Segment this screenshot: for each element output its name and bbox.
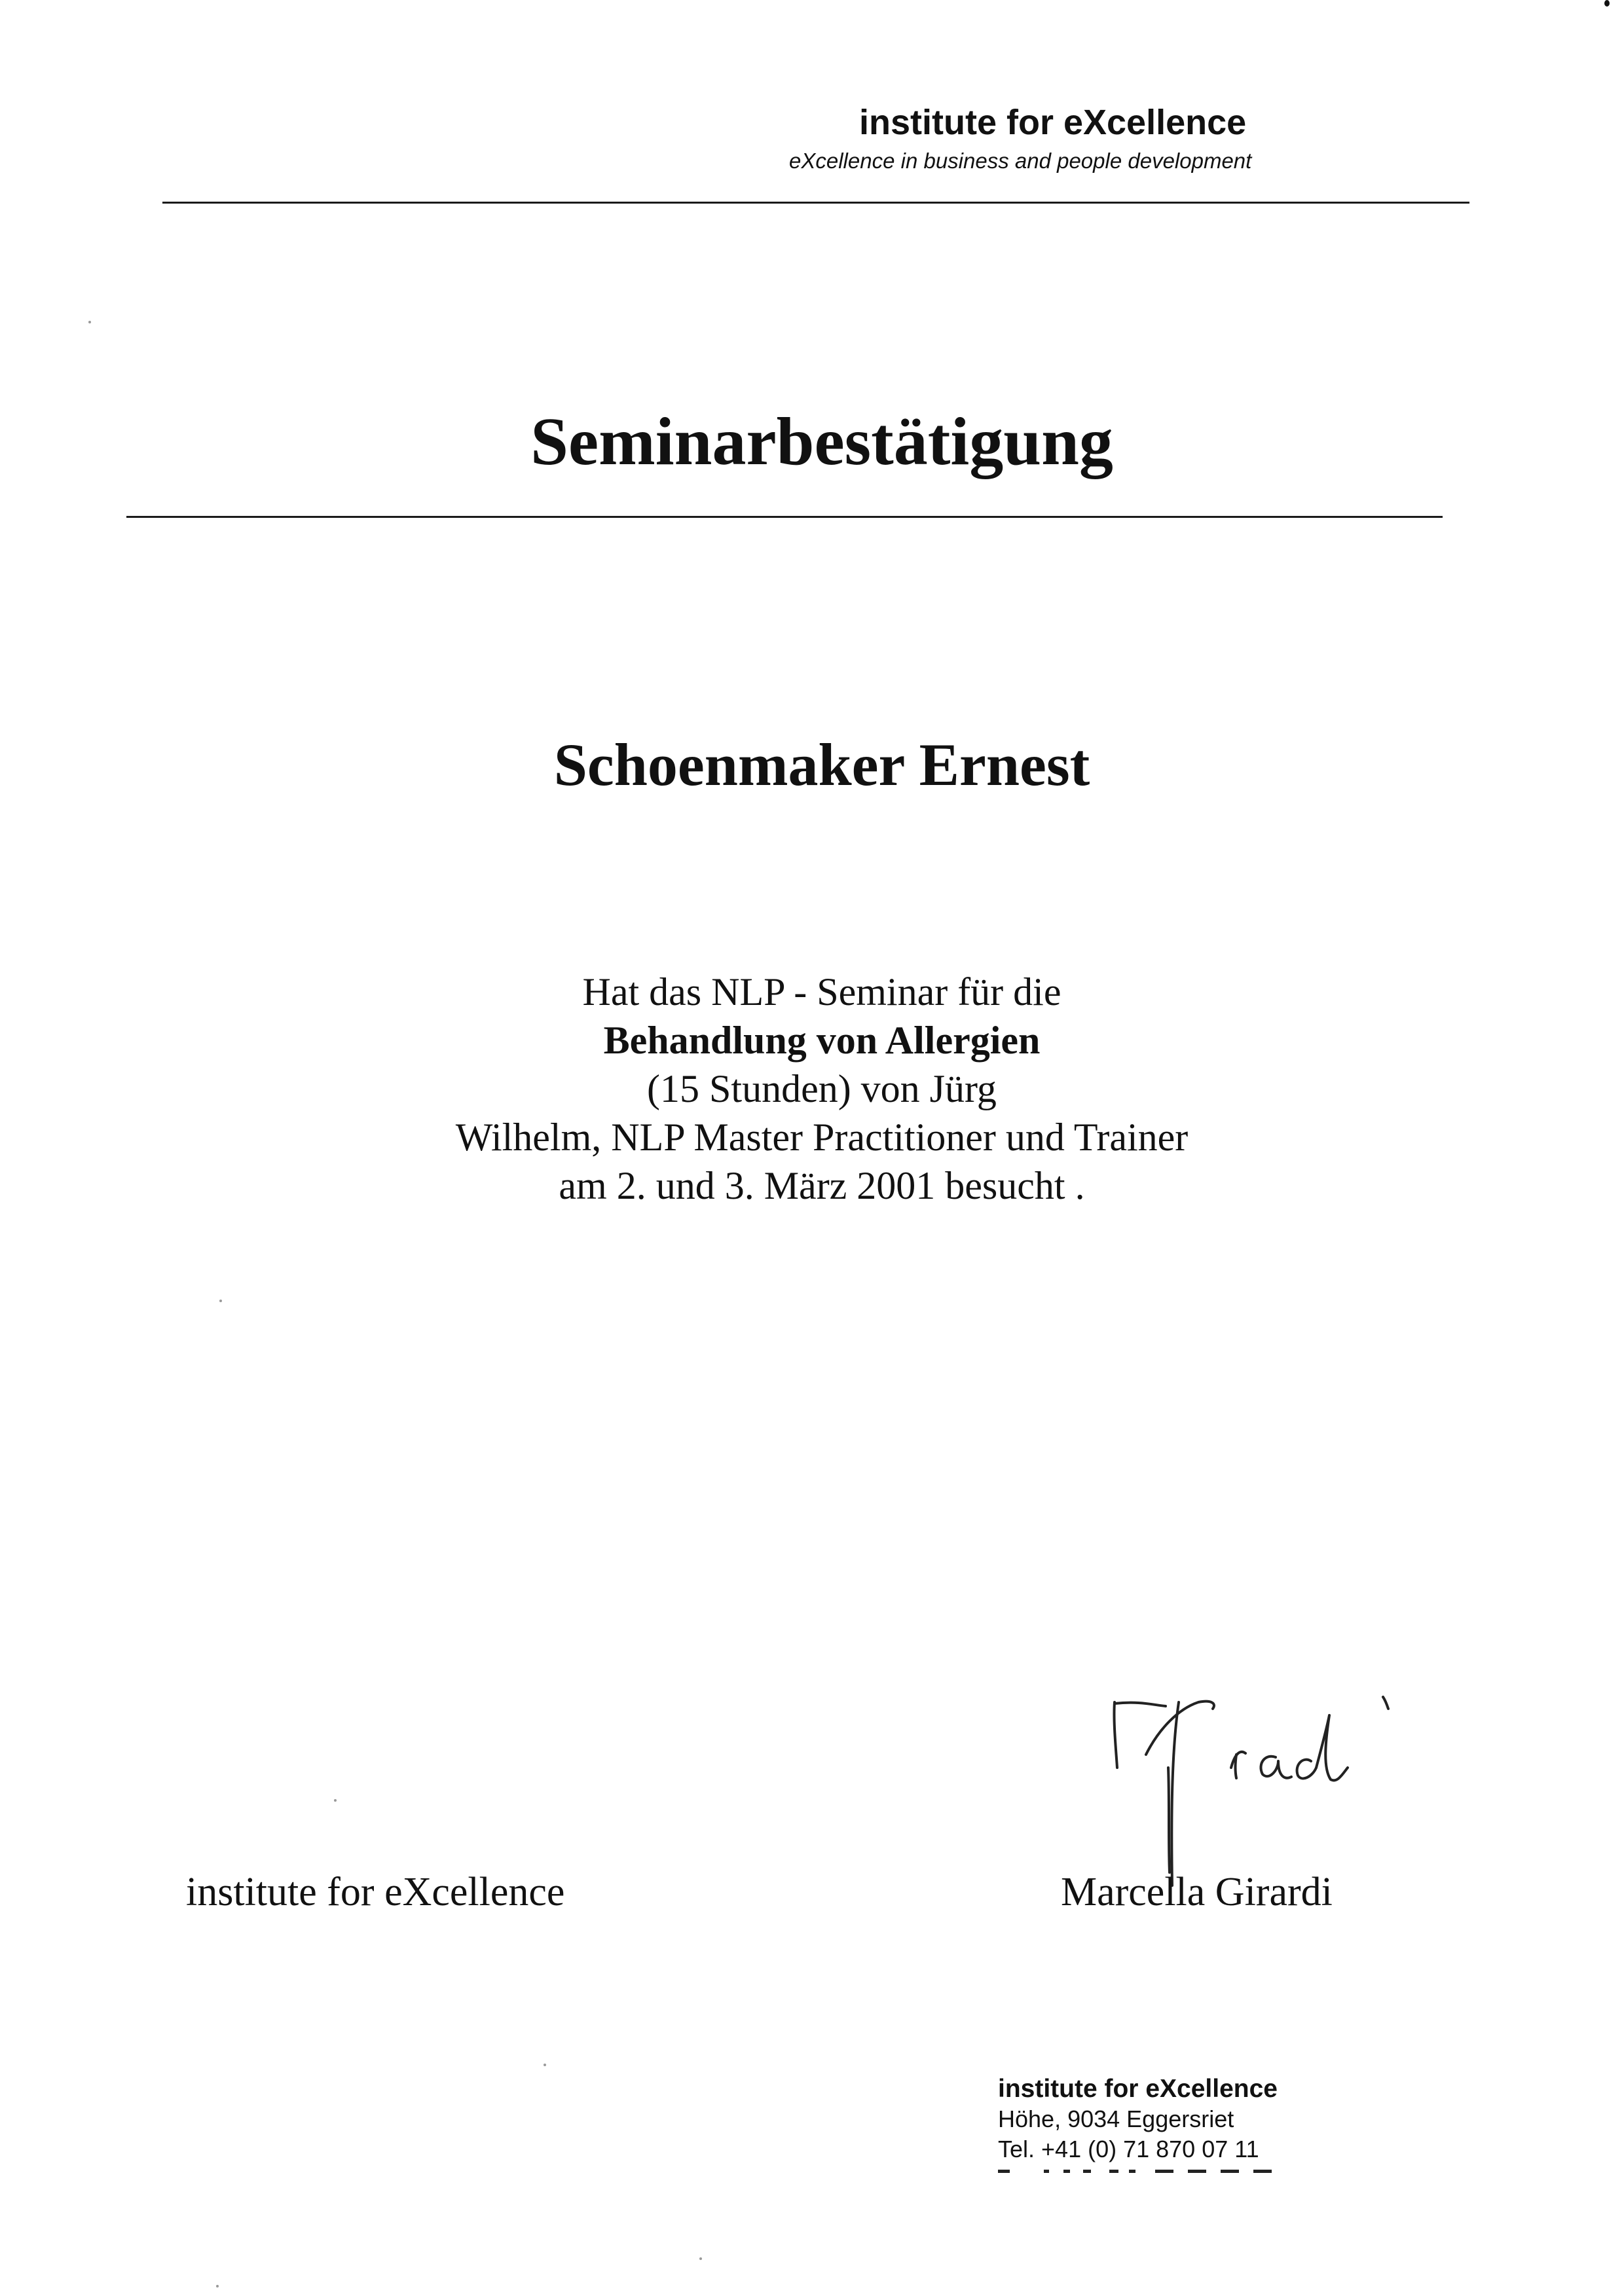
scan-speck xyxy=(699,2257,702,2260)
header-institute-name: institute for eXcellence xyxy=(859,103,1247,142)
scan-speck xyxy=(334,1799,337,1802)
scan-speck xyxy=(88,321,91,323)
scan-speck xyxy=(219,1300,222,1302)
scan-speck xyxy=(544,2064,546,2066)
body-line: am 2. und 3. März 2001 besucht . xyxy=(559,1164,1085,1207)
address-phone: Tel. +41 (0) 71 870 07 11 xyxy=(998,2136,1259,2162)
body-line: (15 Stunden) von Jürg xyxy=(647,1067,997,1110)
header-divider xyxy=(162,202,1469,204)
address-cutoff-line xyxy=(998,2168,1286,2178)
address-institute-name: institute for eXcellence xyxy=(998,2075,1278,2103)
address-block xyxy=(998,2074,1456,2164)
body-line: Hat das NLP - Seminar für die xyxy=(582,970,1061,1013)
header-tagline: eXcellence in business and people development xyxy=(789,149,1252,173)
certificate-body xyxy=(0,968,1624,1210)
title-divider xyxy=(126,516,1443,518)
footer-institute-name: institute for eXcellence xyxy=(186,1870,565,1914)
address-street: Höhe, 9034 Eggersriet xyxy=(998,2105,1234,2132)
body-line: Wilhelm, NLP Master Practitioner und Trainer xyxy=(455,1116,1189,1159)
recipient-name: Schoenmaker Ernest xyxy=(553,731,1090,798)
seminar-topic: Behandlung von Allergien xyxy=(603,1019,1041,1062)
signatory-name: Marcella Girardi xyxy=(1061,1870,1333,1914)
scan-mark xyxy=(1604,0,1610,7)
scan-speck xyxy=(216,2285,219,2287)
document-title: Seminarbestätigung xyxy=(530,404,1113,479)
